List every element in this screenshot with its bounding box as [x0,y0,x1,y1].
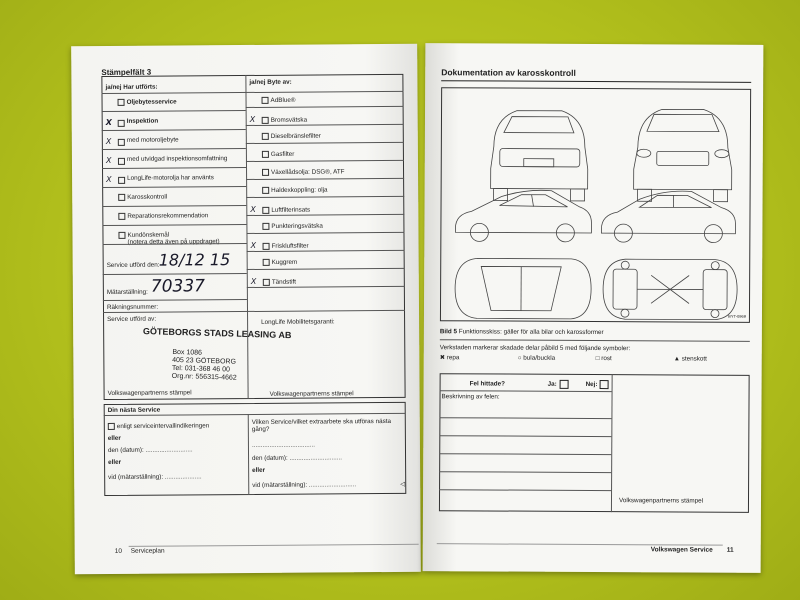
checkbox[interactable] [118,99,125,106]
symbol-icon: ▲ [673,355,680,363]
checkbox[interactable] [262,117,269,124]
odometer-label: Mätarställning: [106,288,148,296]
done-item: Karosskontroll [106,194,167,202]
done-item: X Inspektion [105,117,159,127]
next-left-3: eller [108,458,122,466]
check-mark[interactable]: X [249,114,256,124]
check-mark[interactable]: X [250,204,256,214]
car-sketch [441,88,750,322]
footer-title: Serviceplan [130,547,165,555]
checkbox[interactable] [118,213,125,220]
section-title: Stämpelfält 3 [101,67,152,78]
checkbox[interactable] [118,139,125,146]
invoice-label: Räkningsnummer: [106,303,159,311]
checkbox[interactable] [118,194,125,201]
next-left-2: den (datum): ........................... [107,446,193,454]
checkbox[interactable] [262,207,269,214]
replace-item: X Friskluftsfilter [250,240,309,250]
checkbox[interactable] [262,169,269,176]
partner-stamp-label: Volkswagenpartnerns stämpel [107,389,192,397]
no-checkbox[interactable] [600,380,609,389]
done-item: Oljebytesservice [106,98,177,106]
checkbox[interactable] [262,97,269,104]
replace-item: Dieselbränslefilter [250,132,321,140]
service-date-label: Service utförd den: [106,261,160,269]
checkbox[interactable] [262,151,269,158]
checkbox[interactable] [262,223,269,230]
desc-label: Beskrivning av felen: [441,393,500,401]
next-left-1: eller [107,434,121,442]
replace-item: AdBlue® [250,97,296,105]
checkbox[interactable] [118,177,125,184]
arrow-icon: ◁ [400,480,406,488]
found-label: Fel hittade? [469,380,505,388]
symbol-2: □ rost [595,355,612,363]
checkbox[interactable] [118,232,125,239]
symbol-0: ✖ repa [439,354,460,362]
replace-item: X Luftfilterinsats [250,204,311,214]
check-mark[interactable]: X [105,117,112,127]
replace-item: Gasfilter [250,151,295,159]
page-title: Dokumentation av karosskontroll [441,67,576,78]
done-item: Kundönskemål (notera detta även på uppdraget) [106,231,219,246]
next-left-4: vid (mätarställning): ..................... [108,473,202,481]
next-left-0: enligt serviceintervallindikeringen [108,422,209,430]
checkbox[interactable] [262,133,269,140]
service-date-value: 18/12 15 [158,250,231,270]
check-mark[interactable]: X [106,174,112,184]
replace-item: Haldexkoppling: olja [250,186,327,194]
odometer-value: 70337 [150,276,206,297]
done-item: X med motoroljebyte [105,136,179,146]
symbol-3: ▲ stenskott [673,355,707,363]
footer-page-num: 11 [726,546,734,554]
checkbox[interactable] [263,243,270,250]
checkbox[interactable] [262,187,269,194]
done-item: X LongLife-motorolja har använts [106,174,214,184]
checkbox[interactable] [263,259,270,266]
check-mark[interactable]: X [250,240,257,250]
done-item: Reparationsrekommendation [106,212,208,220]
symbol-icon: ✖ [439,354,446,362]
next-right-2: den (datum): .............................. [252,454,343,462]
checkbox[interactable] [118,158,125,165]
no-label: Nej: [585,380,598,389]
check-mark[interactable]: X [105,136,112,146]
checkbox[interactable] [263,279,270,286]
footer-page-num: 10 [114,547,122,555]
checkbox[interactable] [108,423,115,430]
check-mark[interactable]: X [105,155,112,165]
col1-header: ja/nej Har utförts: [105,83,158,91]
yes-label: Ja: [547,380,557,388]
performed-by-label: Service utförd av: [107,315,157,323]
symbol-icon: □ [595,355,600,363]
partner-stamp-label: Volkswagenpartnerns stämpel [618,497,704,505]
car-diagram [440,87,751,323]
next-right-1: .................................... [251,441,315,449]
replace-item: Punkteringsvätska [250,222,323,230]
checkbox[interactable] [118,120,125,127]
yes-checkbox[interactable] [560,380,569,389]
left-page: Stämpelfält 3 ja/nej Har utförts: ja/nej Byte av: Service utförd den: 18/12 15 Mätarställning: 70337 Räkningsnummer: Service utförd av: LongLife Mobilitetsgaranti: GÖTEBORGS STADS LEASING AB Box 1086 405 23 GÖTEBORG Tel: 031-368 46 00 Org.nr: 556315-4662 Volkswagenpartnerns stämpel Volkswagenpartnerns stämpel Din nästa Service enligt serviceintervallindikeringen eller den (datum): ........................... eller vid (mätarställning): ..................... Vilken Service/vilket extraarbete ska utföras nästa gång? .................................... den (datum): .............................. eller vid (mätarställning): ........................... ◁ 10 Serviceplan Oljebytesservice X Inspektion X med motoroljebyte X med utvidgad inspektionsomfattning X LongLife-motorolja har använts Karosskontroll Reparationsrekommendation Kundönskemål (notera detta även på uppdraget) AdBlue® X Bromsvätska Dieselbränslefilter Gasfilter Växellådsolja: DSG®, ATF Haldexkoppling: olja X Luftfilterinsats Punkteringsvätska X Friskluftsfilter Kuggrem X Tändstift [71,44,421,574]
col2-header: ja/nej Byte av: [249,78,292,86]
check-mark[interactable]: X [250,276,257,286]
longlife-label: LongLife Mobilitetsgaranti: [261,318,335,326]
figure-caption: Bild 5 Funktionsskiss: gäller för alla bilar och karossformer [439,328,604,337]
partner-stamp-label-2: Volkswagenpartnerns stämpel [269,390,354,398]
next-service-title: Din nästa Service [107,406,161,414]
done-item: X med utvidgad inspektionsomfattning [105,155,228,165]
symbol-icon: ○ [517,354,522,362]
next-right-0: Vilken Service/vilket extraarbete ska utföras nästa gång? [251,417,392,434]
replace-item: Kuggrem [251,259,298,267]
diagram-code: BYT-0969 [728,314,746,320]
instruction-text: Verkstaden markerar skadade delar påbild 5 med följande symboler: [439,344,631,353]
replace-item: X Tändstift [250,276,296,286]
symbol-1: ○ bula/buckla [517,354,556,362]
footer-title: Volkswagen Service [650,546,713,554]
right-page [423,43,764,573]
replace-item: X Bromsvätska [249,114,308,124]
next-right-3: eller [252,466,266,474]
next-right-4: vid (mätarställning): ........................... [252,481,357,489]
replace-item: Växellådsolja: DSG®, ATF [250,168,345,176]
